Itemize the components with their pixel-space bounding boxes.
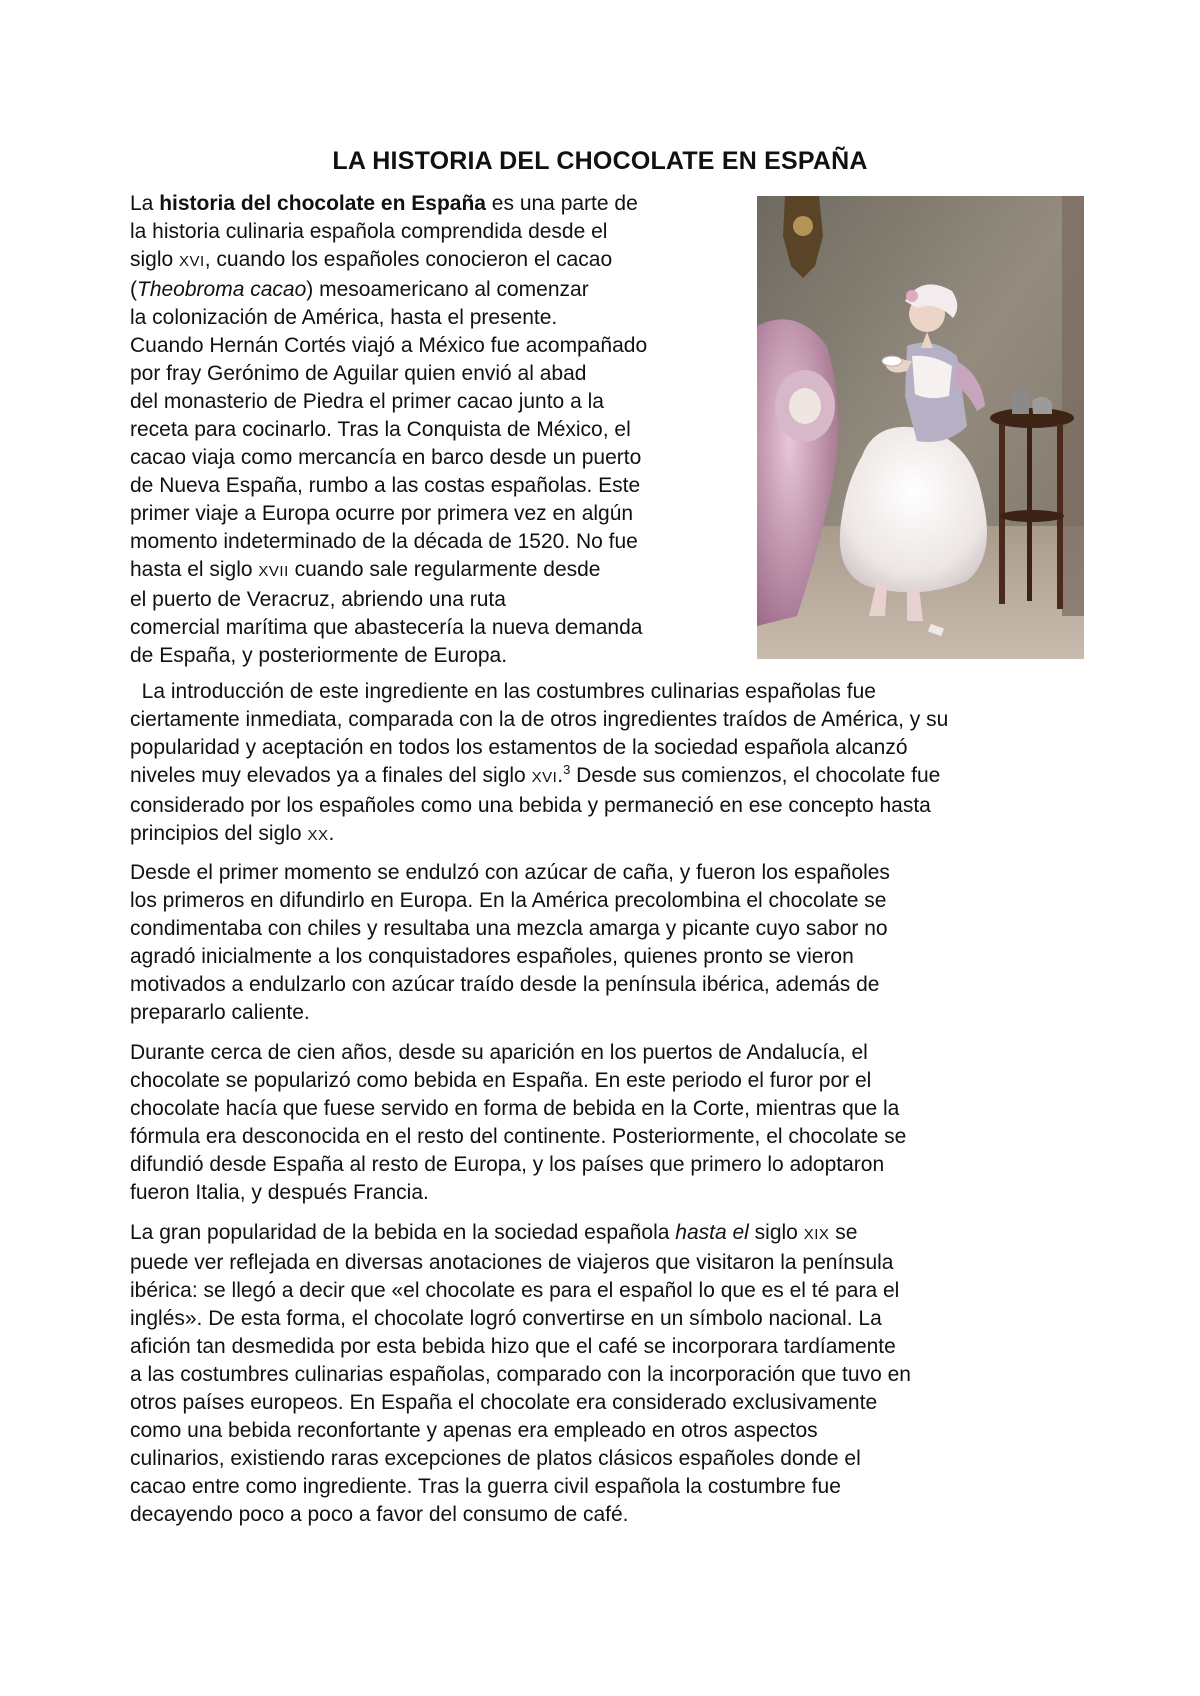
bold-term: historia del chocolate en España xyxy=(159,192,486,215)
p4-line-2: chocolate se popularizó como bebida en España. En este periodo el furor por el xyxy=(130,1069,872,1092)
p4-line-1: Durante cerca de cien años, desde su aparición en los puertos de Andalucía, el xyxy=(130,1041,868,1064)
text-run: . xyxy=(328,822,335,845)
paragraph-national-symbol xyxy=(130,1219,1090,1529)
text-run: La xyxy=(130,192,160,215)
text-run: ( xyxy=(130,278,137,301)
p2-line-1: La introducción de este ingrediente en las costumbres culinarias españolas fue xyxy=(130,680,876,703)
roman-numeral: XVI xyxy=(179,253,205,270)
p5-line-3: ibérica: se llegó a decir que «el chocolate es para el español lo que es el té para el xyxy=(130,1279,900,1302)
paragraph-introduction xyxy=(130,678,1090,850)
p4-line-6: fueron Italia, y después Francia. xyxy=(130,1181,429,1204)
intro-line-12: primer viaje a Europa ocurre por primera vez en algún xyxy=(130,502,634,525)
roman-numeral: XVI xyxy=(531,769,558,786)
intro-line-14 xyxy=(130,556,730,586)
intro-line-17: de España, y posteriormente de Europa. xyxy=(130,644,508,667)
intro-line-4 xyxy=(130,276,730,304)
p4-line-4: fórmula era desconocida en el resto del continente. Posteriormente, el chocolate se xyxy=(130,1125,907,1148)
intro-paragraph xyxy=(130,190,730,670)
text-run: niveles muy elevados ya a finales del siglo xyxy=(130,764,532,787)
text-run: ) mesoamericano al comenzar xyxy=(306,278,589,301)
intro-line-5: la colonización de América, hasta el presente. xyxy=(130,306,558,329)
page-title: LA HISTORIA DEL CHOCOLATE EN ESPAÑA xyxy=(332,147,868,175)
intro-line-2: la historia culinaria española comprendida desde el xyxy=(130,220,608,243)
italic-term: Theobroma cacao xyxy=(137,278,307,301)
text-run: siglo xyxy=(748,1221,804,1244)
p2-line-4 xyxy=(130,762,1090,792)
p5-line-9: culinarios, existiendo raras excepciones de platos clásicos españoles donde el xyxy=(130,1447,861,1470)
p5-line-5: afición tan desmedida por esta bebida hizo que el café se incorporara tardíamente xyxy=(130,1335,896,1358)
painting-screen xyxy=(1062,196,1084,616)
p3-line-3: condimentaba con chiles y resultaba una mezcla amarga y picante cuyo sabor no xyxy=(130,917,888,940)
side-table xyxy=(990,389,1074,609)
text-run: . xyxy=(557,764,564,787)
p5-line-6: a las costumbres culinarias españolas, comparado con la incorporación que tuvo en xyxy=(130,1363,911,1386)
italic-term: hasta el xyxy=(675,1221,749,1244)
text-run: principios del siglo xyxy=(130,822,308,845)
p5-line-7: otros países europeos. En España el chocolate era considerado exclusivamente xyxy=(130,1391,878,1414)
intro-line-1 xyxy=(130,190,730,218)
text-run: se xyxy=(829,1221,858,1244)
p4-line-5: difundió desde España al resto de Europa, y los países que primero lo adoptaron xyxy=(130,1153,885,1176)
painting-woman-drinking-chocolate xyxy=(757,196,1084,659)
intro-line-10: cacao viaja como mercancía en barco desde un puerto xyxy=(130,446,642,469)
p2-line-5: considerado por los españoles como una bebida y permaneció en ese concepto hasta xyxy=(130,794,931,817)
text-run: Desde sus comienzos, el chocolate fue xyxy=(570,764,941,787)
paragraph-popularization xyxy=(130,1039,1090,1207)
intro-line-11: de Nueva España, rumbo a las costas españolas. Este xyxy=(130,474,641,497)
intro-line-15: el puerto de Veracruz, abriendo una ruta xyxy=(130,588,506,611)
text-run: cuando sale regularmente desde xyxy=(288,558,601,581)
footnote-marker: 3 xyxy=(563,762,571,777)
paragraph-sweetening xyxy=(130,859,1090,1027)
intro-line-16: comercial marítima que abastecería la nueva demanda xyxy=(130,616,643,639)
p5-line-2: puede ver reflejada en diversas anotaciones de viajeros que visitaron la península xyxy=(130,1251,894,1274)
p3-line-5: motivados a endulzarlo con azúcar traído desde la península ibérica, además de xyxy=(130,973,880,996)
p2-line-6 xyxy=(130,820,1090,850)
p5-line-11: decayendo poco a poco a favor del consumo de café. xyxy=(130,1503,629,1526)
intro-line-13: momento indeterminado de la década de 1520. No fue xyxy=(130,530,638,553)
p2-line-3: popularidad y aceptación en todos los estamentos de la sociedad española alcanzó xyxy=(130,736,908,759)
p3-line-1: Desde el primer momento se endulzó con azúcar de caña, y fueron los españoles xyxy=(130,861,890,884)
intro-line-8: del monasterio de Piedra el primer cacao junto a la xyxy=(130,390,604,413)
p5-line-1 xyxy=(130,1219,1090,1249)
roman-numeral: XVII xyxy=(258,563,289,580)
p2-line-2: ciertamente inmediata, comparada con la de otros ingredientes traídos de América, y su xyxy=(130,708,949,731)
text-run: La gran popularidad de la bebida en la sociedad española xyxy=(130,1221,676,1244)
roman-numeral: XIX xyxy=(803,1226,830,1243)
p5-line-8: como una bebida reconfortante y apenas era empleado en otros aspectos xyxy=(130,1419,818,1442)
p3-line-2: los primeros en difundirlo en Europa. En la América precolombina el chocolate se xyxy=(130,889,887,912)
painting-illustration xyxy=(757,196,1084,659)
intro-line-7: por fray Gerónimo de Aguilar quien envió al abad xyxy=(130,362,587,385)
intro-line-3 xyxy=(130,246,730,276)
intro-line-9: receta para cocinarlo. Tras la Conquista de México, el xyxy=(130,418,631,441)
roman-numeral: XX xyxy=(307,827,329,844)
text-run: hasta el siglo xyxy=(130,558,259,581)
p3-line-4: agradó inicialmente a los conquistadores españoles, quienes pronto se vieron xyxy=(130,945,854,968)
p5-line-4: inglés». De esta forma, el chocolate logró convertirse en un símbolo nacional. La xyxy=(130,1307,882,1330)
p4-line-3: chocolate hacía que fuese servido en forma de bebida en la Corte, mientras que la xyxy=(130,1097,900,1120)
text-run: siglo xyxy=(130,248,180,271)
text-run: es una parte de xyxy=(485,192,638,215)
text-run: , cuando los españoles conocieron el cacao xyxy=(204,248,613,271)
p3-line-6: prepararlo caliente. xyxy=(130,1001,310,1024)
intro-line-6: Cuando Hernán Cortés viajó a México fue acompañado xyxy=(130,334,648,357)
p5-line-10: cacao entre como ingrediente. Tras la guerra civil española la costumbre fue xyxy=(130,1475,841,1498)
